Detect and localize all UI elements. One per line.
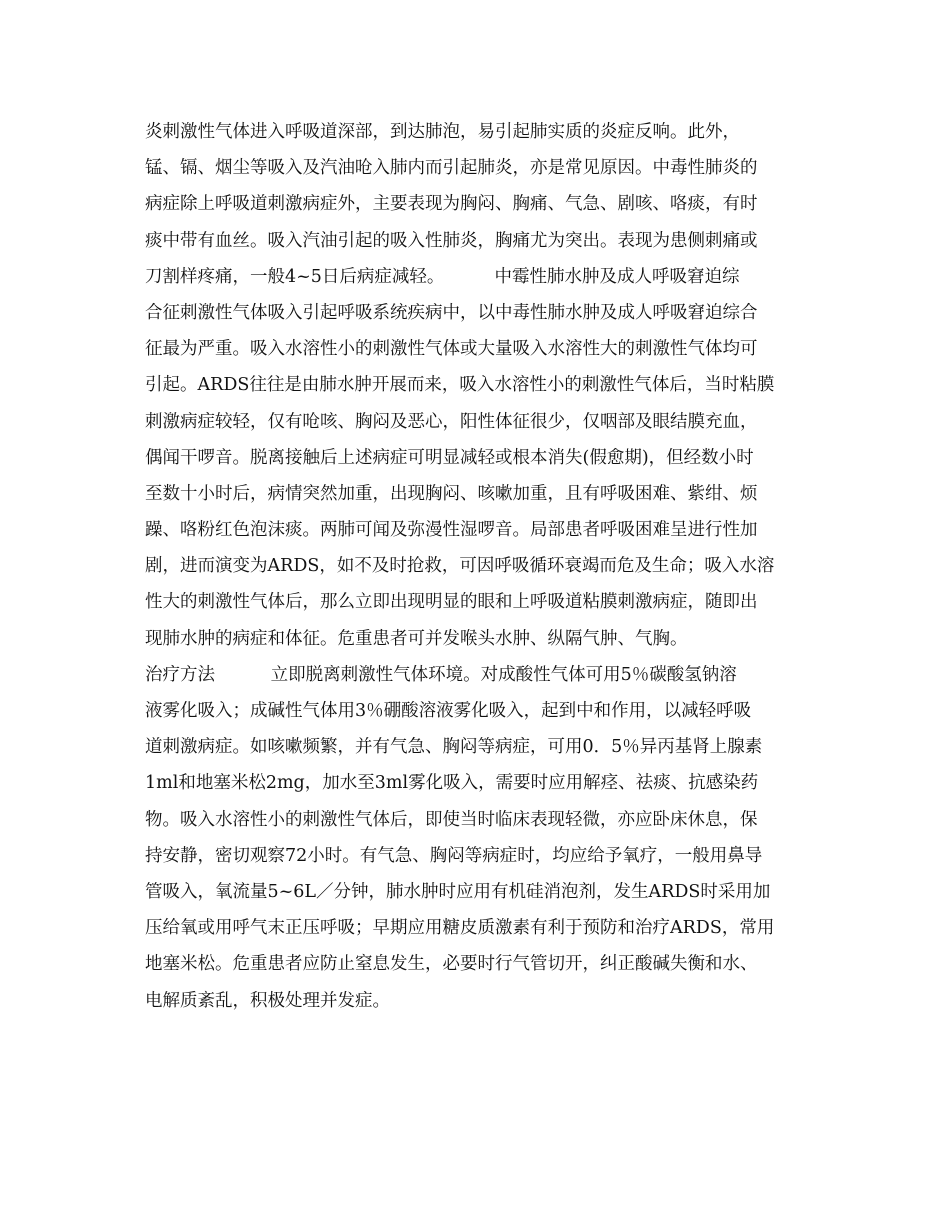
text-line: 剧，进而演变为ARDS，如不及时抢救，可因呼吸循环衰竭而危及生命；吸入水溶 <box>145 556 775 577</box>
text-line: 躁、咯粉红色泡沫痰。两肺可闻及弥漫性湿啰音。局部患者呼吸困难呈进行性加 <box>145 520 758 541</box>
text-line: 锰、镉、烟尘等吸入及汽油呛入肺内而引起肺炎，亦是常见原因。中毒性肺炎的 <box>145 158 758 179</box>
text-line: 电解质紊乱，积极处理并发症。 <box>145 990 390 1011</box>
section-heading-line: 治疗方法 立即脱离刺激性气体环境。对成酸性气体可用5％碳酸氢钠溶 <box>145 664 737 685</box>
text-line: 痰中带有血丝。吸入汽油引起的吸入性肺炎，胸痛尤为突出。表现为患侧刺痛或 <box>145 230 758 251</box>
text-line: 地塞米松。危重患者应防止窒息发生，必要时行气管切开，纠正酸碱失衡和水、 <box>145 954 758 975</box>
text-line: 偶闻干啰音。脱离接触后上述病症可明显减轻或根本消失(假愈期)，但经数小时 <box>145 447 754 468</box>
text-line: 现肺水肿的病症和体征。危重患者可并发喉头水肿、纵隔气肿、气胸。 <box>145 628 688 649</box>
text-line: 合征刺激性气体吸入引起呼吸系统疾病中，以中毒性肺水肿及成人呼吸窘迫综合 <box>145 302 758 323</box>
text-line: 征最为严重。吸入水溶性小的刺激性气体或大量吸入水溶性大的刺激性气体均可 <box>145 339 758 360</box>
text-line: 持安静，密切观察72小时。有气急、胸闷等病症时，均应给予氧疗，一般用鼻导 <box>145 845 763 866</box>
text-line: 刺激病症较轻，仅有呛咳、胸闷及恶心，阳性体征很少，仅咽部及眼结膜充血， <box>145 411 758 432</box>
text-line: 病症除上呼吸道刺激病症外，主要表现为胸闷、胸痛、气急、剧咳、咯痰，有时 <box>145 194 758 215</box>
text-line: 引起。ARDS往往是由肺水肿开展而来，吸入水溶性小的刺激性气体后，当时粘膜 <box>145 375 775 396</box>
text-line: 管吸入，氧流量5~6L／分钟，肺水肿时应用有机硅消泡剂，发生ARDS时采用加 <box>145 881 771 902</box>
text-line: 性大的刺激性气体后，那么立即出现明显的眼和上呼吸道粘膜刺激病症，随即出 <box>145 592 758 613</box>
text-line: 刀割样疼痛，一般4~5日后病症减轻。 中霉性肺水肿及成人呼吸窘迫综 <box>145 266 740 287</box>
text-line: 至数十小时后，病情突然加重，出现胸闷、咳嗽加重，且有呼吸困难、紫绀、烦 <box>145 483 758 504</box>
body-text <box>145 114 825 1019</box>
text-line: 压给氧或用呼气末正压呼吸；早期应用糖皮质激素有利于预防和治疗ARDS，常用 <box>145 918 775 939</box>
text-line: 液雾化吸入；成碱性气体用3％硼酸溶液雾化吸入，起到中和作用，以减轻呼吸 <box>145 701 752 721</box>
text-line: 物。吸入水溶性小的刺激性气体后，即使当时临床表现轻微，亦应卧床休息，保 <box>145 809 758 830</box>
text-line: 道刺激病症。如咳嗽频繁，并有气急、胸闷等病症，可用0．5％异丙基肾上腺素 <box>145 737 763 758</box>
text-line: 炎刺激性气体进入呼吸道深部，到达肺泡，易引起肺实质的炎症反响。此外， <box>145 122 740 142</box>
text-line: 1ml和地塞米松2mg，加水至3ml雾化吸入，需要时应用解痉、祛痰、抗感染药 <box>145 773 759 794</box>
